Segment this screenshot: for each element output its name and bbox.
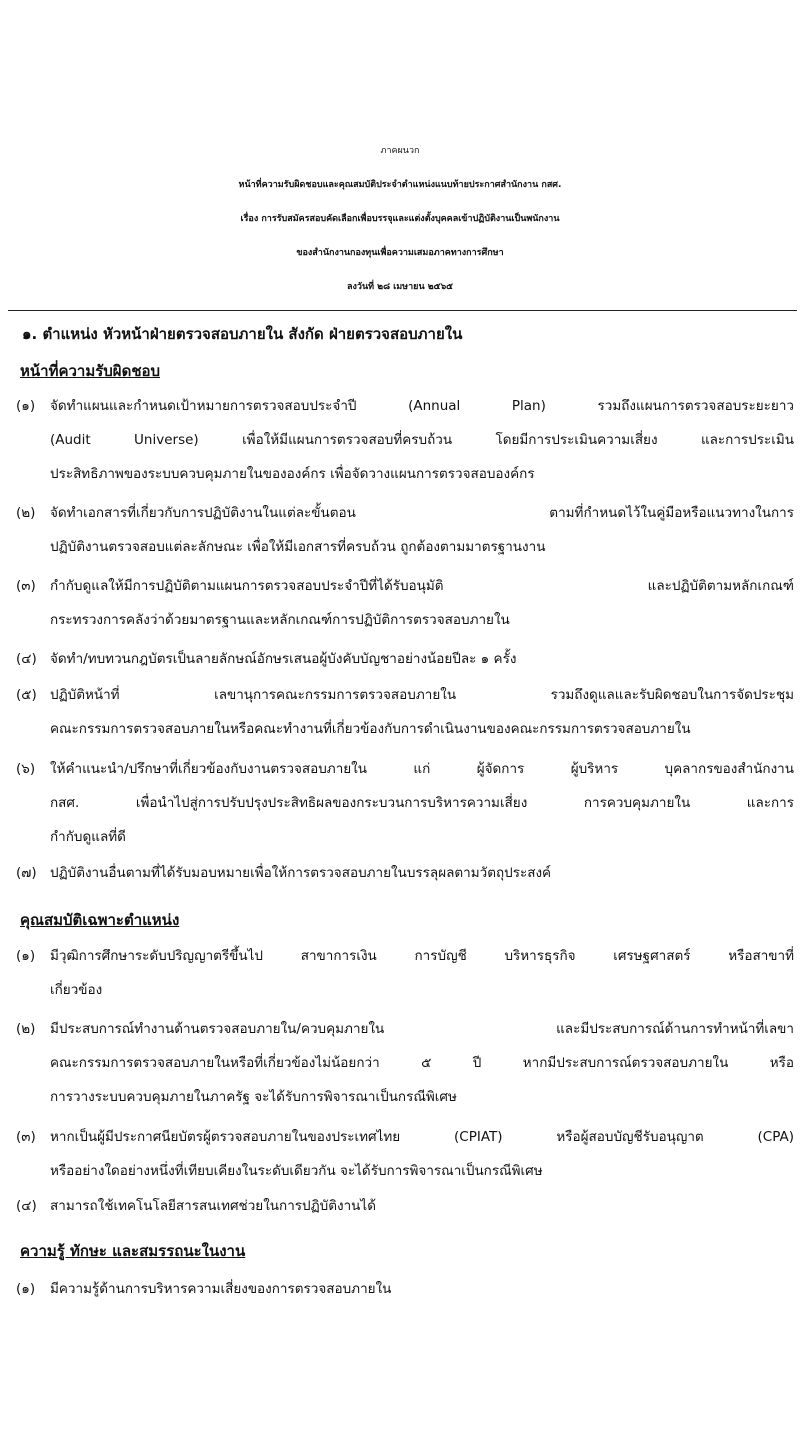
item-text-line: เกี่ยวข้อง [50, 982, 103, 998]
item-number: (๑) [16, 398, 36, 414]
header-title-line: หน้าที่ความรับผิดชอบและคุณสมบัติประจำตำแหน่งแนบท้ายประกาศสำนักงาน กสศ. [238, 180, 562, 190]
header-date-line: ลงวันที่ ๒๘ เมษายน ๒๕๖๕ [346, 282, 453, 292]
position-title: ๑. ตำแหน่ง หัวหน้าฝ่ายตรวจสอบภายใน สังกัด ฝ่ายตรวจสอบภายใน [22, 325, 463, 343]
item-text-line: คณะกรรมการตรวจสอบภายในหรือคณะทำงานที่เกี่ยวข้องกับการดำเนินงานของคณะกรรมการตรวจสอบภายใน [50, 721, 691, 737]
item-number: (๔) [16, 1198, 37, 1214]
section-heading-qualifications: คุณสมบัติเฉพาะตำแหน่ง [20, 911, 180, 929]
item-text-line: มีประสบการณ์ทำงานด้านตรวจสอบภายใน/ควบคุมภายใน และมีประสบการณ์ด้านการทำหน้าที่เลขา [50, 1021, 794, 1037]
item-text-line: กระทรวงการคลังว่าด้วยมาตรฐานและหลักเกณฑ์การปฏิบัติการตรวจสอบภายใน [50, 612, 510, 628]
item-text-line: คณะกรรมการตรวจสอบภายในหรือที่เกี่ยวข้องไม่น้อยกว่า ๕ ปี หากมีประสบการณ์ตรวจสอบภายใน หรือ [50, 1055, 794, 1071]
item-text-line: กำกับดูแลให้มีการปฏิบัติตามแผนการตรวจสอบประจำปีที่ได้รับอนุมัติ และปฏิบัติตามหลักเกณฑ์ [50, 578, 794, 594]
item-number: (๑) [16, 948, 36, 964]
item-text-line: จัดทำเอกสารที่เกี่ยวกับการปฏิบัติงานในแต่ละขั้นตอน ตามที่กำหนดไว้ในคู่มือหรือแนวทางในการ [50, 505, 794, 521]
item-text-line: สามารถใช้เทคโนโลยีสารสนเทศช่วยในการปฏิบัติงานได้ [50, 1198, 376, 1214]
item-text-line: กำกับดูแลที่ดี [50, 829, 126, 845]
item-number: (๕) [16, 687, 37, 703]
item-text-line: ประสิทธิภาพของระบบควบคุมภายในขององค์กร เพื่อจัดวางแผนการตรวจสอบองค์กร [50, 466, 535, 482]
item-number: (๑) [16, 1281, 36, 1297]
item-text-line: กสศ. เพื่อนำไปสู่การปรับปรุงประสิทธิผลของกระบวนการบริหารความเสี่ยง การควบคุมภายใน และการ [50, 795, 794, 811]
item-text-line: (Audit Universe) เพื่อให้มีแผนการตรวจสอบที่ครบถ้วน โดยมีการประเมินความเสี่ยง และการประเมิน [50, 432, 794, 448]
item-text-line: จัดทำ/ทบทวนกฎบัตรเป็นลายลักษณ์อักษรเสนอผู้บังคับบัญชาอย่างน้อยปีละ ๑ ครั้ง [50, 651, 517, 667]
item-text-line: หรืออย่างใดอย่างหนึ่งที่เทียบเคียงในระดับเดียวกัน จะได้รับการพิจารณาเป็นกรณีพิเศษ [50, 1163, 543, 1179]
section-heading-knowledge-skills: ความรู้ ทักษะ และสมรรถนะในงาน [20, 1242, 246, 1260]
item-number: (๒) [16, 1021, 36, 1037]
item-text-line: มีความรู้ด้านการบริหารความเสี่ยงของการตรวจสอบภายใน [50, 1281, 392, 1297]
item-text-line: จัดทำแผนและกำหนดเป้าหมายการตรวจสอบประจำปี (Annual Plan) รวมถึงแผนการตรวจสอบระยะยาว [50, 398, 794, 414]
header-subject-line: เรื่อง การรับสมัครสอบคัดเลือกเพื่อบรรจุและแต่งตั้งบุคคลเข้าปฏิบัติงานเป็นพนักงาน [240, 214, 560, 224]
item-number: (๔) [16, 651, 37, 667]
item-text-line: ให้คำแนะนำ/ปรึกษาที่เกี่ยวข้องกับงานตรวจสอบภายใน แก่ ผู้จัดการ ผู้บริหาร บุคลากรของสำนักงาน [50, 761, 794, 777]
item-text-line: ปฏิบัติงานตรวจสอบแต่ละลักษณะ เพื่อให้มีเอกสารที่ครบถ้วน ถูกต้องตามมาตรฐานงาน [50, 539, 546, 555]
item-number: (๓) [16, 1129, 36, 1145]
appendix-label: ภาคผนวก [380, 146, 420, 156]
item-number: (๖) [16, 761, 36, 777]
item-text-line: ปฏิบัติหน้าที่ เลขานุการคณะกรรมการตรวจสอบภายใน รวมถึงดูแลและรับผิดชอบในการจัดประชุม [50, 687, 794, 703]
item-text-line: ปฏิบัติงานอื่นตามที่ได้รับมอบหมายเพื่อให้การตรวจสอบภายในบรรลุผลตามวัตถุประสงค์ [50, 865, 552, 881]
header-divider [8, 310, 797, 311]
header-organization-line: ของสำนักงานกองทุนเพื่อความเสมอภาคทางการศึกษา [296, 248, 504, 258]
item-text-line: หากเป็นผู้มีประกาศนียบัตรผู้ตรวจสอบภายในของประเทศไทย (CPIAT) หรือผู้สอบบัญชีรับอนุญาต (CPA) [50, 1129, 794, 1145]
section-heading-responsibilities: หน้าที่ความรับผิดชอบ [20, 362, 161, 380]
item-text-line: การวางระบบควบคุมภายในภาครัฐ จะได้รับการพิจารณาเป็นกรณีพิเศษ [50, 1089, 457, 1105]
item-number: (๒) [16, 505, 36, 521]
item-text-line: มีวุฒิการศึกษาระดับปริญญาตรีขึ้นไป สาขาการเงิน การบัญชี บริหารธุรกิจ เศรษฐศาสตร์ หรือสาขาที่ [50, 948, 794, 964]
item-number: (๓) [16, 578, 36, 594]
document-header [0, 134, 800, 304]
item-number: (๗) [16, 865, 37, 881]
